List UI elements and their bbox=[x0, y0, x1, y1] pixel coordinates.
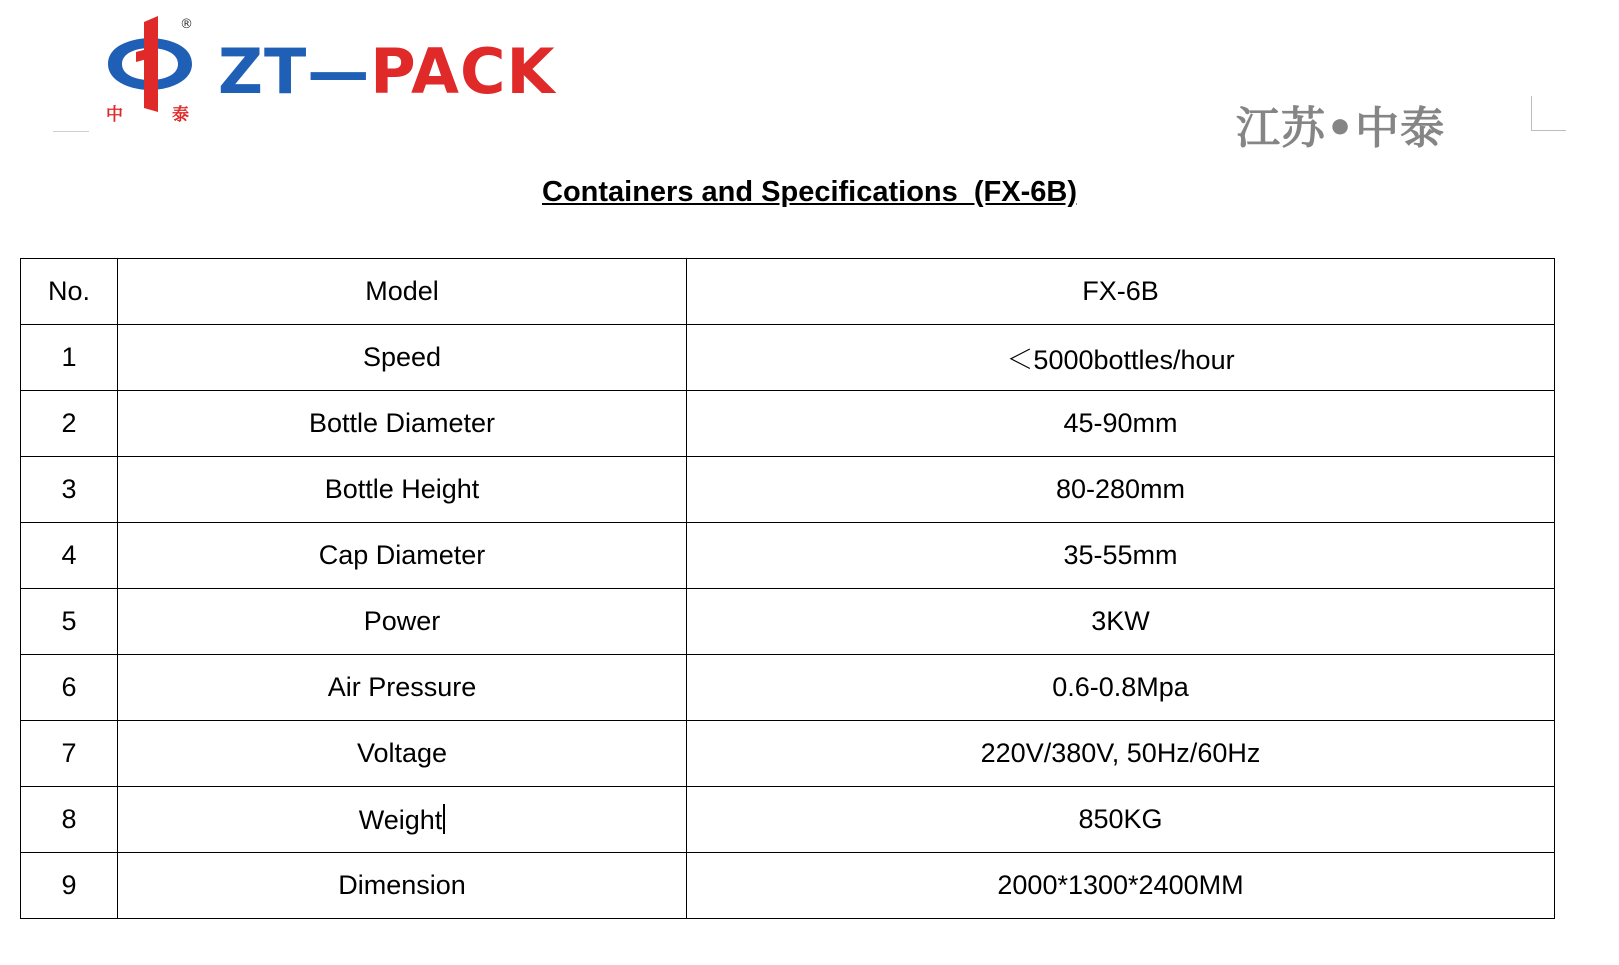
row-value: 850KG bbox=[687, 787, 1555, 853]
row-no: 4 bbox=[21, 523, 118, 589]
specifications-table bbox=[20, 258, 1555, 919]
zt-logo-mark-icon bbox=[100, 12, 200, 127]
row-value: 220V/380V, 50Hz/60Hz bbox=[687, 721, 1555, 787]
svg-text:®: ® bbox=[180, 17, 193, 32]
margin-corner-right bbox=[1531, 96, 1566, 131]
row-parameter: Speed bbox=[118, 325, 687, 391]
table-row bbox=[21, 589, 1555, 655]
row-no: 7 bbox=[21, 721, 118, 787]
table-header-row bbox=[21, 259, 1555, 325]
row-value: 2000*1300*2400MM bbox=[687, 853, 1555, 919]
header-value: FX-6B bbox=[687, 259, 1555, 325]
row-no: 6 bbox=[21, 655, 118, 721]
margin-corner-left bbox=[53, 131, 89, 132]
row-parameter: Weight bbox=[358, 804, 443, 835]
row-value: 80-280mm bbox=[687, 457, 1555, 523]
brand-name-pack: PACK bbox=[370, 35, 556, 108]
row-no: 2 bbox=[21, 391, 118, 457]
row-parameter: Cap Diameter bbox=[118, 523, 687, 589]
company-logo bbox=[100, 12, 600, 127]
row-value: 35-55mm bbox=[687, 523, 1555, 589]
row-no: 5 bbox=[21, 589, 118, 655]
row-parameter: Voltage bbox=[118, 721, 687, 787]
row-no: 1 bbox=[21, 325, 118, 391]
table-row bbox=[21, 787, 1555, 853]
table-row bbox=[21, 457, 1555, 523]
brand-name bbox=[218, 32, 556, 112]
row-parameter: Power bbox=[118, 589, 687, 655]
table-row bbox=[21, 853, 1555, 919]
row-value: 45-90mm bbox=[687, 391, 1555, 457]
brand-name-dash: — bbox=[307, 35, 371, 108]
table-row bbox=[21, 523, 1555, 589]
row-value: 3KW bbox=[687, 589, 1555, 655]
svg-text:中: 中 bbox=[106, 105, 123, 125]
row-parameter-editable[interactable] bbox=[118, 787, 687, 853]
table-row bbox=[21, 391, 1555, 457]
row-parameter: Dimension bbox=[118, 853, 687, 919]
header-no: No. bbox=[21, 259, 118, 325]
row-parameter: Air Pressure bbox=[118, 655, 687, 721]
row-parameter: Bottle Diameter bbox=[118, 391, 687, 457]
row-parameter: Bottle Height bbox=[118, 457, 687, 523]
document-title: Containers and Specifications (FX-6B) bbox=[542, 176, 1077, 208]
brand-name-zt: ZT bbox=[218, 35, 308, 108]
row-value: 0.6-0.8Mpa bbox=[687, 655, 1555, 721]
row-no: 8 bbox=[21, 787, 118, 853]
table-row bbox=[21, 721, 1555, 787]
table-row bbox=[21, 325, 1555, 391]
text-cursor bbox=[443, 804, 445, 834]
row-no: 3 bbox=[21, 457, 118, 523]
svg-text:泰: 泰 bbox=[172, 105, 189, 125]
row-value: ＜5000bottles/hour bbox=[687, 325, 1555, 391]
header-model: Model bbox=[118, 259, 687, 325]
row-no: 9 bbox=[21, 853, 118, 919]
table-row bbox=[21, 655, 1555, 721]
company-name-cn: 江苏•中泰 bbox=[1236, 103, 1446, 154]
